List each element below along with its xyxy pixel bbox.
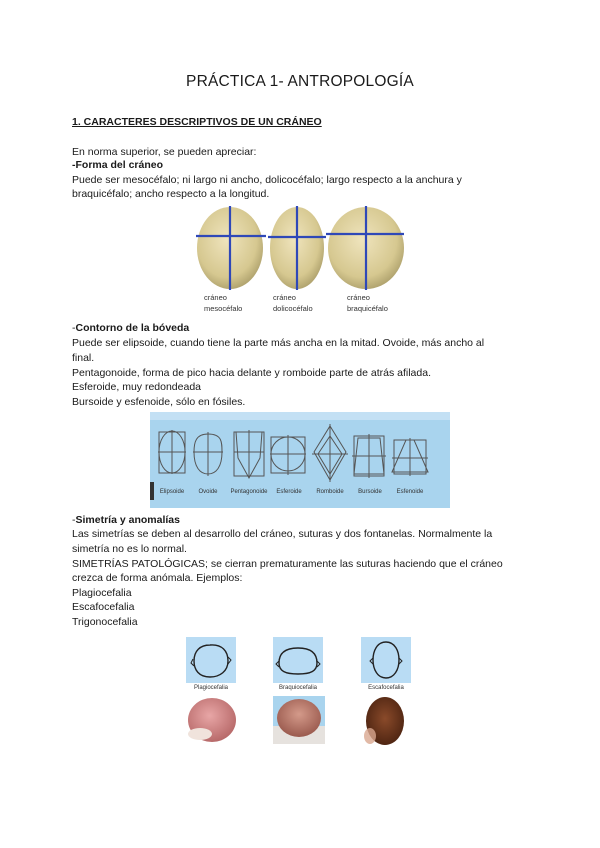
subheading-forma: -Forma del cráneo xyxy=(72,159,164,171)
label-ovoide: Ovoide xyxy=(198,489,218,495)
contorno-text-3: Pentagonoide, forma de pico hacia delante y romboide parte de atrás afilada. xyxy=(72,367,431,379)
diagram-braquiocefalia xyxy=(273,637,323,683)
skull-shapes-figure xyxy=(194,204,406,290)
label-romboide: Romboide xyxy=(316,489,344,495)
skull-shapes-svg xyxy=(194,204,406,290)
section-heading: 1. CARACTERES DESCRIPTIVOS DE UN CRÁNEO xyxy=(72,116,322,128)
forma-text-1: Puede ser mesocéfalo; ni largo ni ancho, dolicocéfalo; largo respecto a la anchura y xyxy=(72,174,462,186)
label-esfenoide: Esfenoide xyxy=(396,489,424,495)
simetria-text-3: SIMETRÍAS PATOLÓGICAS; se cierran prematuramente las suturas haciendo que el cráneo xyxy=(72,558,503,570)
label-elipsoide: Elipsoide xyxy=(159,489,185,495)
simetria-text-4: crezca de forma anómala. Ejemplos: xyxy=(72,572,243,584)
photo-escafocefalia xyxy=(362,696,408,746)
simetria-text-2: simetría no es lo normal. xyxy=(72,543,187,555)
subheading-contorno: -Contorno de la bóveda xyxy=(72,322,190,334)
page-title: PRÁCTICA 1- ANTROPOLOGÍA xyxy=(186,73,414,90)
diagram-plagiocefalia xyxy=(186,637,236,683)
contorno-text-4: Esferoide, muy redondeada xyxy=(72,381,201,393)
label-pentagonoide: Pentagonoide xyxy=(230,489,268,495)
caption-mesocefalo: cráneo mesocéfalo xyxy=(204,293,243,313)
caption-braquicefalo: cráneo braquicéfalo xyxy=(347,293,388,313)
simetria-text-1: Las simetrías se deben al desarrollo del cráneo, suturas y dos fontanelas. Normalmente la xyxy=(72,528,493,540)
example-trigonocefalia: Trigonocefalia xyxy=(72,616,138,628)
example-escafocefalia: Escafocefalia xyxy=(72,601,135,613)
diagram-escafocefalia xyxy=(361,637,411,683)
label-bursoide: Bursoide xyxy=(358,489,382,495)
contorno-text-1: Puede ser elipsoide, cuando tiene la parte más ancha en la mitad. Ovoide, más ancho al xyxy=(72,337,485,349)
caption-plagiocefalia: Plagiocefalia xyxy=(193,685,229,691)
contorno-text-5: Bursoide y esfenoide, sólo en fósiles. xyxy=(72,396,246,408)
example-plagiocefalia: Plagiocefalia xyxy=(72,587,132,599)
contour-shapes-figure xyxy=(150,412,450,508)
caption-braquiocefalia: Braquiocefalia xyxy=(278,685,318,691)
contorno-text-2: final. xyxy=(72,352,95,364)
forma-text-2: braquicéfalo; ancho respecto a la longitud. xyxy=(72,188,270,200)
photo-plagiocefalia xyxy=(186,696,238,744)
caption-dolicocefalo: cráneo dolicocéfalo xyxy=(273,293,313,313)
label-esferoide: Esferoide xyxy=(276,489,302,495)
subheading-simetria: -Simetría y anomalías xyxy=(72,514,180,526)
photo-braquiocefalia xyxy=(273,696,325,744)
caption-escafocefalia: Escafocefalia xyxy=(368,685,404,691)
intro-text: En norma superior, se pueden apreciar: xyxy=(72,146,257,158)
